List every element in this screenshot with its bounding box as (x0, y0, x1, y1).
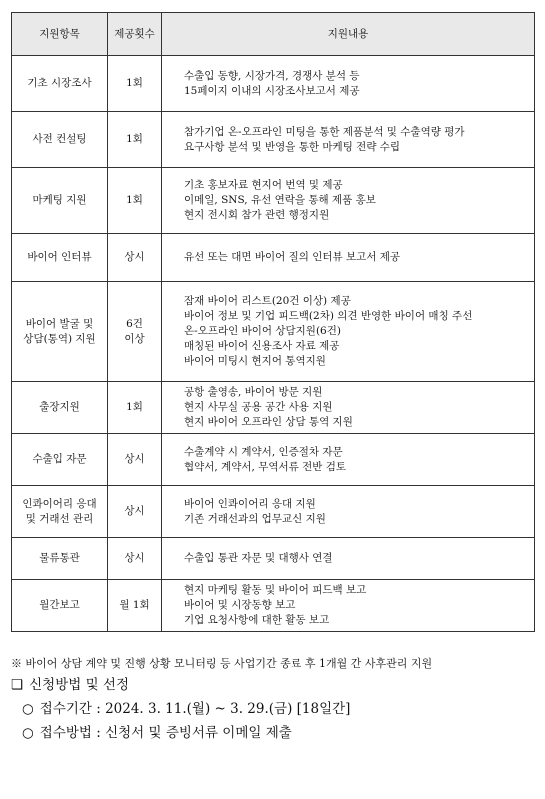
section-title: 신청방법 및 선정 (29, 677, 129, 693)
row-category-line: 출장지원 (39, 401, 80, 413)
row-category-line: 마케팅 지원 (32, 194, 87, 206)
row-content (162, 538, 535, 580)
row-category-line: 바이어 인터뷰 (27, 251, 92, 263)
bullet-application-period (22, 697, 350, 717)
row-content-line: 기업 요청사항에 대한 활동 보고 (184, 614, 330, 626)
row-content (162, 234, 535, 282)
row-content-line: 협약서, 계약서, 무역서류 전반 검토 (184, 460, 347, 473)
row-content-line: 공항 출영송, 바이어 방문 지원 (184, 386, 323, 398)
row-content-line: 참가기업 온-오프라인 미팅을 통한 제품분석 및 수출역량 평가 (184, 125, 465, 138)
row-category (12, 112, 108, 168)
row-count (108, 112, 162, 168)
row-content (162, 434, 535, 486)
row-category-line: 기초 시장조사 (27, 77, 92, 89)
row-count-line: 1회 (126, 194, 143, 206)
row-content (162, 382, 535, 434)
row-content-line: 바이어 정보 및 기업 피드백(2차) 의견 반영한 바이어 매칭 주선 (184, 310, 473, 322)
row-category-line: 및 거래선 관리 (25, 512, 94, 525)
row-category-line: 사전 컨설팅 (32, 133, 87, 145)
bullet-text: 접수기간 : 2024. 3. 11.(월) ~ 3. 29.(금) [18일간] (39, 701, 351, 717)
row-count-line: 6건 (126, 317, 143, 330)
row-count-line: 상시 (124, 552, 145, 564)
row-content-line: 바이어 인콰이어리 응대 지원 (184, 497, 316, 510)
row-content-line: 현지 전시회 참가 관련 행정지원 (184, 209, 330, 221)
row-category-line: 월간보고 (39, 599, 80, 611)
row-category (12, 234, 108, 282)
bullet-text: 접수방법 : 신청서 및 증빙서류 이메일 제출 (39, 725, 292, 741)
row-content-line: 수출계약 시 계약서, 인증절차 자문 (184, 445, 343, 458)
circle-bullet-icon: ○ (22, 725, 34, 741)
row-content-line: 수출입 동향, 시장가격, 경쟁사 분석 등 (184, 69, 360, 82)
row-content (162, 168, 535, 234)
row-count (108, 486, 162, 538)
row-count-line: 1회 (126, 77, 143, 89)
header-content: 지원내용 (162, 13, 535, 56)
table-row (12, 538, 535, 580)
bullet-application-method (22, 721, 292, 741)
table-row (12, 434, 535, 486)
row-content (162, 56, 535, 112)
row-category-line: 인콰이어리 응대 (22, 497, 97, 510)
row-count-line: 상시 (124, 505, 145, 517)
row-count-line: 1회 (126, 401, 143, 413)
table-row (12, 486, 535, 538)
row-content-line: 기존 거래선과의 업무교신 지원 (184, 512, 326, 525)
row-content (162, 112, 535, 168)
row-content-line: 현지 바이어 오프라인 상담 통역 지원 (184, 416, 353, 428)
row-content-line: 기초 홍보자료 현지어 번역 및 제공 (184, 179, 343, 191)
row-count-line: 상시 (124, 251, 145, 263)
support-table (11, 12, 535, 632)
row-count (108, 434, 162, 486)
row-content (162, 282, 535, 382)
header-category: 지원항목 (12, 13, 108, 56)
row-content-line: 잠재 바이어 리스트(20건 이상) 제공 (184, 295, 351, 307)
table-row (12, 56, 535, 112)
header-count: 제공횟수 (108, 13, 162, 56)
row-count-line: 이상 (124, 332, 145, 345)
row-content-line: 현지 마케팅 활동 및 바이어 피드백 보고 (184, 584, 367, 596)
table-row (12, 168, 535, 234)
row-count (108, 56, 162, 112)
checkbox-square-icon: ❑ (11, 677, 24, 693)
table-header-row (12, 13, 535, 56)
row-content-line: 현지 사무실 공용 공간 사용 지원 (184, 401, 333, 413)
row-content-line: 이메일, SNS, 유선 연락을 통해 제품 홍보 (184, 194, 376, 206)
row-category (12, 486, 108, 538)
row-category (12, 382, 108, 434)
row-count (108, 580, 162, 632)
row-count (108, 382, 162, 434)
row-count (108, 234, 162, 282)
row-content-line: 온-오프라인 바이어 상담지원(6건) (184, 325, 341, 337)
table-body (12, 56, 535, 632)
row-category (12, 56, 108, 112)
row-category-line: 물류통관 (39, 552, 80, 564)
row-category (12, 168, 108, 234)
row-category-line: 수출입 자문 (32, 453, 87, 465)
row-content-line: 매칭된 바이어 신용조사 자료 제공 (184, 340, 340, 352)
row-content-line: 바이어 미팅시 현지어 통역지원 (184, 355, 326, 367)
circle-bullet-icon: ○ (22, 701, 34, 717)
row-content (162, 580, 535, 632)
row-count (108, 168, 162, 234)
row-content-line: 유선 또는 대면 바이어 질의 인터뷰 보고서 제공 (184, 251, 401, 263)
table-row (12, 234, 535, 282)
row-count-line: 상시 (124, 453, 145, 465)
row-category-line: 바이어 발굴 및 (25, 317, 94, 330)
row-content-line: 요구사항 분석 및 반영을 통한 마케팅 전략 수립 (184, 140, 401, 153)
row-content (162, 486, 535, 538)
row-category-line: 상담(통역) 지원 (23, 332, 96, 345)
row-category (12, 580, 108, 632)
table-row (12, 282, 535, 382)
row-count (108, 538, 162, 580)
row-content-line: 수출입 통관 자문 및 대행사 연결 (184, 552, 333, 564)
row-category (12, 434, 108, 486)
table-row (12, 580, 535, 632)
section-heading (11, 673, 129, 693)
aftercare-note: ※ 바이어 상담 계약 및 진행 상황 모니터링 등 사업기간 종료 후 1개월 간 사후관리 지원 (11, 657, 433, 670)
row-content-line: 바이어 및 시장동향 보고 (184, 599, 296, 611)
row-count-line: 월 1회 (119, 599, 150, 611)
row-category (12, 538, 108, 580)
row-count (108, 282, 162, 382)
row-content-line: 15페이지 이내의 시장조사보고서 제공 (184, 84, 360, 97)
table-row (12, 112, 535, 168)
row-count-line: 1회 (126, 133, 143, 145)
table-row (12, 382, 535, 434)
row-category (12, 282, 108, 382)
